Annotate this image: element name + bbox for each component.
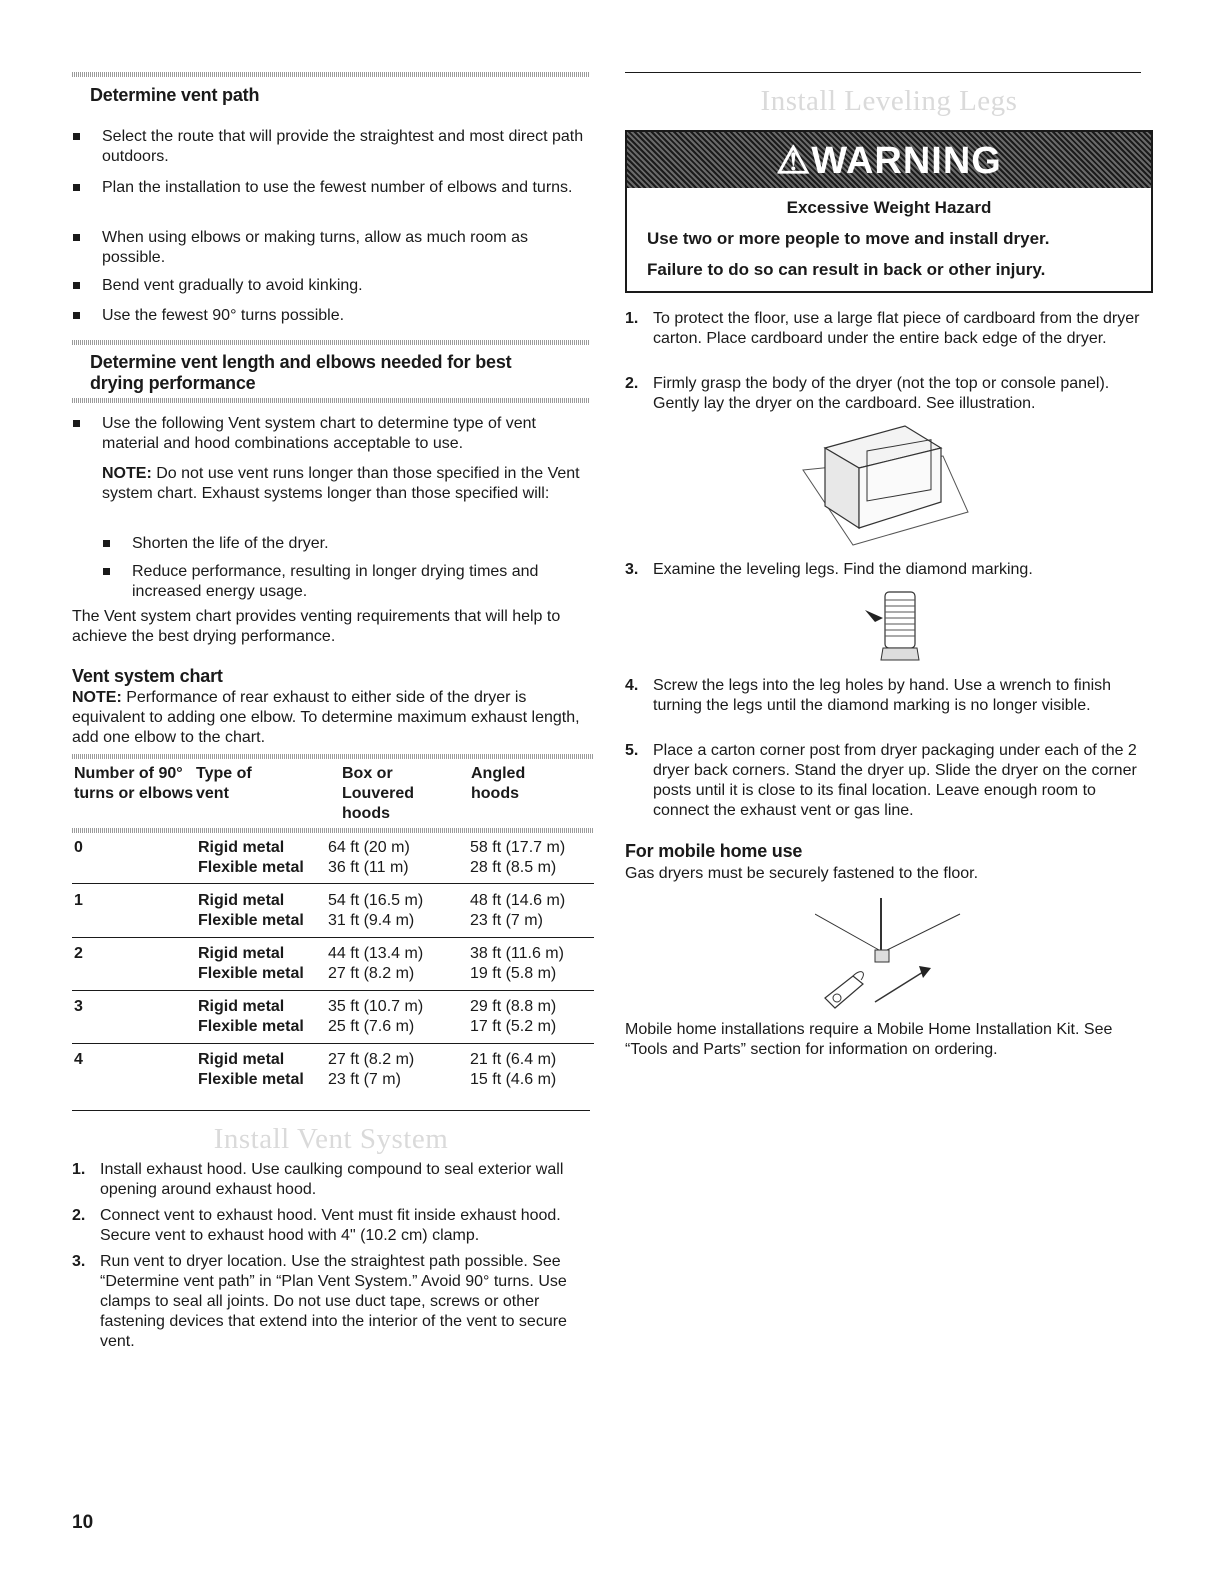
table-row-rule [72,990,594,991]
section-rule [72,72,590,77]
numbered-step: 1. To protect the floor, use a large flat piece of cardboard from the dryer carton. Place cardboard under the entire back edge of the dryer. [625,310,1140,347]
table-header-vent-type: Type of vent [196,765,252,802]
body-paragraph: The Vent system chart provides venting requirements that will help to achieve the best drying performance. [72,608,561,645]
table-row-rule [72,937,594,938]
note-paragraph: NOTE: Performance of rear exhaust to either side of the dryer is equivalent to adding one elbow. To determine maximum exhaust length, add one elbow to the chart. [72,689,580,746]
sub-bullet-item: Shorten the life of the dryer. [72,534,590,554]
heading-mobile-home: For mobile home use [625,841,803,861]
heading-install-leveling-legs: Install Leveling Legs [760,85,1018,117]
bullet-square-icon [73,420,80,427]
table-row-rule [72,883,594,884]
bullet-square-icon [73,312,80,319]
bullet-square-icon [73,234,80,241]
dryer-on-cardboard-illustration [793,420,978,550]
warning-triangle-icon: ⚠ [776,140,812,182]
numbered-step: 2. Connect vent to exhaust hood. Vent must fit inside exhaust hood. Secure vent to exhaust hood with 4" (10.2 cm) clamp. [72,1207,561,1244]
numbered-step: 4. Screw the legs into the leg holes by hand. Use a wrench to finish turning the legs until the diamond marking is no longer visible. [625,677,1112,714]
numbered-step: 3. Run vent to dryer location. Use the straightest path possible. See “Determine vent path” in “Plan Vent System.” Avoid 90° turns. Use clamps to seal all joints. Do not use duct tape, screws or other fastening devices that extend into the interior of the vent to secure vent. [72,1253,567,1350]
bullet-square-icon [73,282,80,289]
mobile-home-kit-illustration [815,898,965,1018]
heading-vent-chart: Vent system chart [72,666,223,686]
bullet-item: Select the route that will provide the straightest and most direct path outdoors. [72,127,590,167]
body-paragraph: Gas dryers must be securely fastened to the floor. [625,865,979,882]
warning-consequence: Failure to do so can result in back or other injury. [647,260,1046,279]
heading-vent-path: Determine vent path [90,85,260,105]
table-row-rule [72,1043,594,1044]
bullet-square-icon [73,184,80,191]
heading-install-vent-system: Install Vent System [213,1123,449,1155]
sub-bullet-item: Reduce performance, resulting in longer drying times and increased energy usage. [72,562,590,602]
warning-hazard: Excessive Weight Hazard [786,198,992,217]
warning-instruction: Use two or more people to move and install dryer. [647,229,1050,248]
section-rule [72,340,590,345]
numbered-step: 2. Firmly grasp the body of the dryer (not the top or console panel). Gently lay the dryer on the cardboard. See illustration. [625,375,1110,412]
warning-banner [627,132,1151,188]
body-paragraph: Mobile home installations require a Mobile Home Installation Kit. See “Tools and Parts” section for information on ordering. [625,1021,1113,1058]
numbered-step: 3. Examine the leveling legs. Find the diamond marking. [625,561,1033,578]
table-header-box-hoods: Box or Louvered hoods [342,765,415,822]
warning-label: ⚠WARNING [776,140,1002,182]
bullet-item: Plan the installation to use the fewest number of elbows and turns. [72,178,590,198]
bullet-item: Use the following Vent system chart to determine type of vent material and hood combinations acceptable to use. [72,414,590,454]
section-rule [72,398,590,403]
bullet-item: When using elbows or making turns, allow as much room as possible. [72,228,590,268]
page-number: 10 [72,1512,94,1533]
table-header-rule [72,828,594,833]
bullet-item: Bend vent gradually to avoid kinking. [72,276,590,296]
bullet-square-icon [103,568,110,575]
table-top-rule [72,754,594,759]
heading-vent-length: Determine vent length and elbows needed for best drying performance [90,352,512,393]
section-divider [625,72,1141,73]
numbered-step: 5. Place a carton corner post from dryer packaging under each of the 2 dryer back corners. Stand the dryer up. Slide the dryer on the corner posts until it is close to its final location. Leave enough room to connect the exhaust vent or gas line. [625,742,1137,819]
warning-box [625,130,1153,293]
section-divider [72,1110,590,1111]
table-header-turns: Number of 90° turns or elbows [74,765,194,802]
note-paragraph: NOTE: Do not use vent runs longer than those specified in the Vent system chart. Exhaust systems longer than those specified will: [102,465,580,502]
numbered-step: 1. Install exhaust hood. Use caulking compound to seal exterior wall opening around exhaust hood. [72,1161,564,1198]
bullet-square-icon [73,133,80,140]
leveling-leg-illustration [863,588,923,664]
bullet-square-icon [103,540,110,547]
table-header-angled-hoods: Angled hoods [471,765,526,802]
bullet-item: Use the fewest 90° turns possible. [72,306,590,326]
